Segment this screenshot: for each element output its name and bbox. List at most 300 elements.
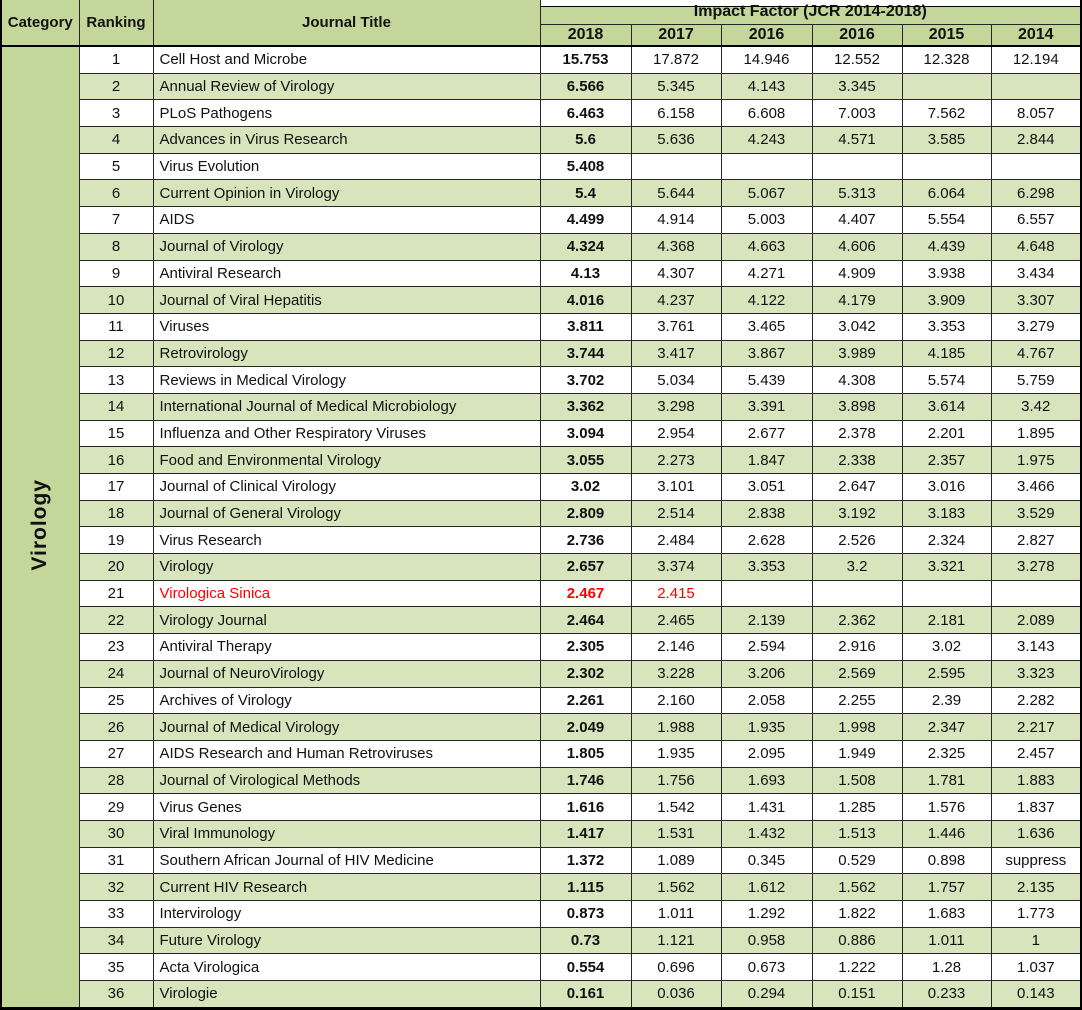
impact-factor-value-cell: 3.417 (631, 340, 721, 367)
impact-factor-value-cell: 3.192 (812, 500, 902, 527)
table-row (1, 820, 1081, 847)
impact-factor-value-cell: 6.557 (991, 207, 1081, 234)
table-row (1, 100, 1081, 127)
year-header-2018: 2018 (540, 24, 631, 46)
impact-factor-value-cell: 2.095 (721, 740, 812, 767)
impact-factor-value-cell (991, 153, 1081, 180)
table-row (1, 554, 1081, 581)
impact-factor-value-cell: 2.569 (812, 660, 902, 687)
impact-factor-value-cell: 1.616 (540, 794, 631, 821)
rank-cell: 2 (79, 73, 153, 100)
table-row (1, 153, 1081, 180)
impact-factor-value-cell: 4.324 (540, 233, 631, 260)
impact-factor-value-cell: 3.811 (540, 313, 631, 340)
impact-factor-value-cell: 2.595 (902, 660, 991, 687)
impact-factor-value-cell: 3.055 (540, 447, 631, 474)
journal-title-cell: Journal of Clinical Virology (153, 474, 540, 501)
impact-factor-value-cell: 5.313 (812, 180, 902, 207)
impact-factor-value-cell: 4.909 (812, 260, 902, 287)
impact-factor-value-cell: 1.508 (812, 767, 902, 794)
impact-factor-value-cell: 0.529 (812, 847, 902, 874)
impact-factor-value-cell: 3.02 (540, 474, 631, 501)
rank-cell: 20 (79, 554, 153, 581)
rank-cell: 34 (79, 927, 153, 954)
impact-factor-value-cell: 0.73 (540, 927, 631, 954)
impact-factor-value-cell: 6.298 (991, 180, 1081, 207)
impact-factor-value-cell: 2.464 (540, 607, 631, 634)
impact-factor-value-cell: 0.294 (721, 981, 812, 1009)
impact-factor-value-cell: 1.895 (991, 420, 1081, 447)
table-row (1, 794, 1081, 821)
impact-factor-value-cell (812, 153, 902, 180)
impact-factor-value-cell (991, 73, 1081, 100)
table-row (1, 73, 1081, 100)
table-row (1, 901, 1081, 928)
impact-factor-value-cell: 2.049 (540, 714, 631, 741)
impact-factor-value-cell: 1.612 (721, 874, 812, 901)
impact-factor-value-cell: 3.228 (631, 660, 721, 687)
impact-factor-value-cell: 4.663 (721, 233, 812, 260)
impact-factor-value-cell: 12.552 (812, 46, 902, 73)
year-header-2014: 2014 (991, 24, 1081, 46)
impact-factor-value-cell: 2.325 (902, 740, 991, 767)
impact-factor-value-cell: 1.562 (631, 874, 721, 901)
table-row (1, 180, 1081, 207)
impact-factor-value-cell: 5.644 (631, 180, 721, 207)
impact-factor-value-cell: 4.185 (902, 340, 991, 367)
impact-factor-value-cell: 3.466 (991, 474, 1081, 501)
impact-factor-value-cell: 3.2 (812, 554, 902, 581)
table-row (1, 607, 1081, 634)
journal-title-cell: Journal of Virological Methods (153, 767, 540, 794)
impact-factor-value-cell: 5.574 (902, 367, 991, 394)
impact-factor-value-cell: 2.844 (991, 127, 1081, 154)
journal-title-cell: Southern African Journal of HIV Medicine (153, 847, 540, 874)
impact-factor-value-cell: 4.308 (812, 367, 902, 394)
impact-factor-value-cell: 14.946 (721, 46, 812, 73)
impact-factor-value-cell: 1.975 (991, 447, 1081, 474)
impact-factor-value-cell: 5.003 (721, 207, 812, 234)
impact-factor-value-cell: 1.542 (631, 794, 721, 821)
journal-title-cell: Virologie (153, 981, 540, 1009)
table-row (1, 767, 1081, 794)
impact-factor-value-cell: 4.143 (721, 73, 812, 100)
journal-title-cell: Food and Environmental Virology (153, 447, 540, 474)
table-row (1, 687, 1081, 714)
impact-factor-value-cell: 2.305 (540, 634, 631, 661)
journal-title-cell: Journal of Medical Virology (153, 714, 540, 741)
impact-factor-value-cell: 4.571 (812, 127, 902, 154)
impact-factor-value-cell: 3.374 (631, 554, 721, 581)
impact-factor-value-cell: 4.122 (721, 287, 812, 314)
rank-cell: 5 (79, 153, 153, 180)
impact-factor-value-cell: 6.608 (721, 100, 812, 127)
impact-factor-value-cell (902, 73, 991, 100)
impact-factor-value-cell: 1.757 (902, 874, 991, 901)
impact-factor-value-cell: 1.883 (991, 767, 1081, 794)
rank-cell: 31 (79, 847, 153, 874)
table-row (1, 740, 1081, 767)
impact-factor-value-cell (902, 580, 991, 607)
impact-factor-value-cell: 1.693 (721, 767, 812, 794)
impact-factor-value-cell: 1.28 (902, 954, 991, 981)
header-row-group (1, 0, 1081, 24)
impact-factor-value-cell: 1.285 (812, 794, 902, 821)
impact-factor-value-cell: 2.089 (991, 607, 1081, 634)
rank-cell: 33 (79, 901, 153, 928)
impact-factor-value-cell: 3.143 (991, 634, 1081, 661)
table-row (1, 954, 1081, 981)
impact-factor-value-cell: 1.756 (631, 767, 721, 794)
impact-factor-value-cell: 1.431 (721, 794, 812, 821)
rank-cell: 18 (79, 500, 153, 527)
impact-factor-value-cell: 0.696 (631, 954, 721, 981)
year-header-2016b: 2016 (812, 24, 902, 46)
impact-factor-value-cell: 3.016 (902, 474, 991, 501)
impact-factor-value-cell: 5.439 (721, 367, 812, 394)
impact-factor-value-cell: 3.867 (721, 340, 812, 367)
table-row (1, 634, 1081, 661)
impact-factor-value-cell: 1.576 (902, 794, 991, 821)
impact-factor-value-cell: 0.233 (902, 981, 991, 1009)
journal-title-cell: Intervirology (153, 901, 540, 928)
impact-factor-value-cell: 3.323 (991, 660, 1081, 687)
journal-title-cell: Viruses (153, 313, 540, 340)
impact-factor-value-cell: 2.526 (812, 527, 902, 554)
impact-factor-value-cell: 3.362 (540, 393, 631, 420)
impact-factor-value-cell: 3.279 (991, 313, 1081, 340)
table-row (1, 847, 1081, 874)
impact-factor-value-cell: 3.585 (902, 127, 991, 154)
journal-title-cell: Annual Review of Virology (153, 73, 540, 100)
impact-factor-value-cell: 1 (991, 927, 1081, 954)
impact-factor-value-cell: 1.417 (540, 820, 631, 847)
rank-cell: 11 (79, 313, 153, 340)
rank-cell: 24 (79, 660, 153, 687)
impact-factor-value-cell: 3.761 (631, 313, 721, 340)
impact-factor-value-cell: 5.034 (631, 367, 721, 394)
impact-factor-value-cell: 2.657 (540, 554, 631, 581)
table-row (1, 393, 1081, 420)
journal-title-cell: Advances in Virus Research (153, 127, 540, 154)
rank-cell: 30 (79, 820, 153, 847)
impact-factor-value-cell: 2.347 (902, 714, 991, 741)
impact-factor-value-cell: 6.463 (540, 100, 631, 127)
journal-title-cell: PLoS Pathogens (153, 100, 540, 127)
impact-factor-value-cell: 4.243 (721, 127, 812, 154)
impact-factor-value-cell: 4.499 (540, 207, 631, 234)
impact-factor-value-cell: 6.064 (902, 180, 991, 207)
impact-factor-value-cell: 1.636 (991, 820, 1081, 847)
impact-factor-value-cell: suppress (991, 847, 1081, 874)
rank-cell: 36 (79, 981, 153, 1009)
rank-cell: 12 (79, 340, 153, 367)
journal-title-column-header: Journal Title (153, 0, 540, 46)
impact-factor-value-cell: 4.307 (631, 260, 721, 287)
rank-cell: 28 (79, 767, 153, 794)
impact-factor-value-cell: 2.465 (631, 607, 721, 634)
rank-cell: 15 (79, 420, 153, 447)
impact-factor-value-cell: 7.003 (812, 100, 902, 127)
table-row (1, 500, 1081, 527)
category-cell (1, 46, 79, 1008)
rank-cell: 22 (79, 607, 153, 634)
impact-factor-value-cell: 2.954 (631, 420, 721, 447)
impact-factor-value-cell: 1.372 (540, 847, 631, 874)
table-row (1, 420, 1081, 447)
table-header (1, 0, 1081, 46)
rank-cell: 3 (79, 100, 153, 127)
impact-factor-value-cell: 1.121 (631, 927, 721, 954)
table-row (1, 127, 1081, 154)
impact-factor-value-cell: 2.261 (540, 687, 631, 714)
impact-factor-value-cell: 6.158 (631, 100, 721, 127)
impact-factor-value-cell: 1.446 (902, 820, 991, 847)
impact-factor-value-cell: 2.282 (991, 687, 1081, 714)
impact-factor-value-cell: 3.206 (721, 660, 812, 687)
impact-factor-value-cell: 1.513 (812, 820, 902, 847)
impact-factor-value-cell: 2.628 (721, 527, 812, 554)
impact-factor-value-cell: 1.531 (631, 820, 721, 847)
impact-factor-value-cell: 2.201 (902, 420, 991, 447)
impact-factor-value-cell: 3.614 (902, 393, 991, 420)
impact-factor-value-cell: 3.298 (631, 393, 721, 420)
journal-title-cell: Viral Immunology (153, 820, 540, 847)
impact-factor-value-cell: 3.702 (540, 367, 631, 394)
impact-factor-value-cell: 3.353 (902, 313, 991, 340)
impact-factor-value-cell: 0.036 (631, 981, 721, 1009)
impact-factor-value-cell: 3.051 (721, 474, 812, 501)
journal-title-cell: Reviews in Medical Virology (153, 367, 540, 394)
year-header-2016a: 2016 (721, 24, 812, 46)
impact-factor-value-cell: 0.886 (812, 927, 902, 954)
impact-factor-value-cell: 8.057 (991, 100, 1081, 127)
rank-cell: 35 (79, 954, 153, 981)
journal-title-cell: Virologica Sinica (153, 580, 540, 607)
impact-factor-value-cell (902, 153, 991, 180)
table-row (1, 46, 1081, 73)
impact-factor-value-cell: 0.554 (540, 954, 631, 981)
impact-factor-value-cell: 3.989 (812, 340, 902, 367)
impact-factor-value-cell: 2.827 (991, 527, 1081, 554)
impact-factor-value-cell: 3.183 (902, 500, 991, 527)
impact-factor-value-cell: 2.362 (812, 607, 902, 634)
impact-factor-value-cell: 4.13 (540, 260, 631, 287)
impact-factor-value-cell: 1.949 (812, 740, 902, 767)
rank-cell: 27 (79, 740, 153, 767)
impact-factor-value-cell: 3.391 (721, 393, 812, 420)
impact-factor-value-cell: 17.872 (631, 46, 721, 73)
impact-factor-value-cell: 1.837 (991, 794, 1081, 821)
impact-factor-value-cell: 2.594 (721, 634, 812, 661)
impact-factor-value-cell (631, 153, 721, 180)
impact-factor-value-cell: 2.467 (540, 580, 631, 607)
journal-title-cell: AIDS (153, 207, 540, 234)
journal-title-cell: Antiviral Research (153, 260, 540, 287)
rank-cell: 8 (79, 233, 153, 260)
rank-cell: 17 (79, 474, 153, 501)
impact-factor-value-cell: 2.838 (721, 500, 812, 527)
rank-cell: 10 (79, 287, 153, 314)
impact-factor-value-cell: 3.465 (721, 313, 812, 340)
rank-cell: 7 (79, 207, 153, 234)
journal-title-cell: Virology Journal (153, 607, 540, 634)
journal-title-cell: Influenza and Other Respiratory Viruses (153, 420, 540, 447)
table-row (1, 287, 1081, 314)
impact-factor-value-cell: 0.873 (540, 901, 631, 928)
impact-factor-value-cell: 2.146 (631, 634, 721, 661)
rank-cell: 13 (79, 367, 153, 394)
impact-factor-value-cell: 3.938 (902, 260, 991, 287)
impact-factor-value-cell: 1.562 (812, 874, 902, 901)
impact-factor-value-cell: 3.744 (540, 340, 631, 367)
impact-factor-value-cell: 5.636 (631, 127, 721, 154)
table-row (1, 580, 1081, 607)
impact-factor-value-cell: 2.160 (631, 687, 721, 714)
rank-cell: 29 (79, 794, 153, 821)
journal-title-cell: Current HIV Research (153, 874, 540, 901)
impact-factor-value-cell: 1.988 (631, 714, 721, 741)
impact-factor-value-cell: 2.39 (902, 687, 991, 714)
rank-cell: 6 (79, 180, 153, 207)
impact-factor-value-cell: 5.408 (540, 153, 631, 180)
table-row (1, 233, 1081, 260)
journal-title-cell: Cell Host and Microbe (153, 46, 540, 73)
journal-title-cell: Virology (153, 554, 540, 581)
impact-factor-value-cell: 3.02 (902, 634, 991, 661)
impact-factor-value-cell: 1.115 (540, 874, 631, 901)
impact-factor-value-cell: 4.439 (902, 233, 991, 260)
impact-factor-value-cell: 3.898 (812, 393, 902, 420)
journal-title-cell: Journal of Viral Hepatitis (153, 287, 540, 314)
impact-factor-value-cell: 5.4 (540, 180, 631, 207)
impact-factor-value-cell (721, 580, 812, 607)
impact-factor-value-cell: 4.648 (991, 233, 1081, 260)
journal-title-cell: Future Virology (153, 927, 540, 954)
impact-factor-value-cell: 3.307 (991, 287, 1081, 314)
rank-cell: 1 (79, 46, 153, 73)
rank-cell: 21 (79, 580, 153, 607)
impact-factor-value-cell (721, 153, 812, 180)
impact-factor-value-cell: 3.42 (991, 393, 1081, 420)
table-row (1, 313, 1081, 340)
impact-factor-value-cell: 12.328 (902, 46, 991, 73)
journal-title-cell: Archives of Virology (153, 687, 540, 714)
impact-factor-value-cell: 4.016 (540, 287, 631, 314)
impact-factor-value-cell: 0.151 (812, 981, 902, 1009)
impact-factor-value-cell: 2.058 (721, 687, 812, 714)
impact-factor-value-cell: 4.407 (812, 207, 902, 234)
category-virology-label: Virology (28, 479, 52, 571)
impact-factor-value-cell: 4.606 (812, 233, 902, 260)
journal-title-cell: Journal of NeuroVirology (153, 660, 540, 687)
table-row (1, 207, 1081, 234)
impact-factor-value-cell: 2.357 (902, 447, 991, 474)
impact-factor-value-cell: 2.415 (631, 580, 721, 607)
impact-factor-value-cell: 4.914 (631, 207, 721, 234)
table-row (1, 447, 1081, 474)
impact-factor-value-cell: 1.822 (812, 901, 902, 928)
table-row (1, 340, 1081, 367)
impact-factor-value-cell: 2.457 (991, 740, 1081, 767)
table-row (1, 874, 1081, 901)
journal-title-cell: Virus Evolution (153, 153, 540, 180)
impact-factor-value-cell: 1.011 (902, 927, 991, 954)
impact-factor-value-cell: 0.958 (721, 927, 812, 954)
impact-factor-value-cell: 1.746 (540, 767, 631, 794)
impact-factor-value-cell: 2.217 (991, 714, 1081, 741)
impact-factor-value-cell: 1.037 (991, 954, 1081, 981)
impact-factor-value-cell: 5.759 (991, 367, 1081, 394)
impact-factor-value-cell: 3.909 (902, 287, 991, 314)
impact-factor-value-cell: 1.011 (631, 901, 721, 928)
journal-title-cell: AIDS Research and Human Retroviruses (153, 740, 540, 767)
impact-factor-value-cell: 1.781 (902, 767, 991, 794)
impact-factor-value-cell: 1.935 (721, 714, 812, 741)
rank-cell: 25 (79, 687, 153, 714)
impact-factor-value-cell: 15.753 (540, 46, 631, 73)
impact-factor-value-cell: 3.042 (812, 313, 902, 340)
table-row (1, 981, 1081, 1009)
impact-factor-value-cell: 5.554 (902, 207, 991, 234)
impact-factor-value-cell: 5.345 (631, 73, 721, 100)
ranking-column-header: Ranking (79, 0, 153, 46)
impact-factor-value-cell: 2.273 (631, 447, 721, 474)
journal-title-cell: Current Opinion in Virology (153, 180, 540, 207)
table-row (1, 367, 1081, 394)
year-header-2017: 2017 (631, 24, 721, 46)
impact-factor-value-cell: 0.143 (991, 981, 1081, 1009)
impact-factor-value-cell: 4.271 (721, 260, 812, 287)
journal-title-cell: Journal of General Virology (153, 500, 540, 527)
impact-factor-value-cell: 2.677 (721, 420, 812, 447)
impact-factor-value-cell: 3.101 (631, 474, 721, 501)
journal-title-cell: Retrovirology (153, 340, 540, 367)
table-row (1, 474, 1081, 501)
impact-factor-value-cell (812, 580, 902, 607)
impact-factor-value-cell: 1.935 (631, 740, 721, 767)
impact-factor-value-cell: 3.278 (991, 554, 1081, 581)
table-body (1, 46, 1081, 1008)
journal-title-cell: Acta Virologica (153, 954, 540, 981)
impact-factor-value-cell: 0.161 (540, 981, 631, 1009)
impact-factor-value-cell: 3.321 (902, 554, 991, 581)
impact-factor-value-cell: 2.916 (812, 634, 902, 661)
rank-cell: 26 (79, 714, 153, 741)
impact-factor-value-cell: 2.255 (812, 687, 902, 714)
impact-factor-value-cell: 2.484 (631, 527, 721, 554)
rank-cell: 19 (79, 527, 153, 554)
impact-factor-value-cell: 3.094 (540, 420, 631, 447)
impact-factor-value-cell: 1.432 (721, 820, 812, 847)
rank-cell: 16 (79, 447, 153, 474)
impact-factor-value-cell: 1.773 (991, 901, 1081, 928)
impact-factor-value-cell: 2.135 (991, 874, 1081, 901)
journal-title-cell: Virus Genes (153, 794, 540, 821)
impact-factor-value-cell: 0.673 (721, 954, 812, 981)
impact-factor-value-cell: 0.898 (902, 847, 991, 874)
impact-factor-value-cell: 4.179 (812, 287, 902, 314)
journal-title-cell: Antiviral Therapy (153, 634, 540, 661)
year-header-2015: 2015 (902, 24, 991, 46)
impact-factor-value-cell: 4.237 (631, 287, 721, 314)
journal-title-cell: International Journal of Medical Microbiology (153, 393, 540, 420)
impact-factor-value-cell: 1.847 (721, 447, 812, 474)
impact-factor-value-cell: 5.6 (540, 127, 631, 154)
rank-cell: 23 (79, 634, 153, 661)
impact-factor-value-cell: 1.292 (721, 901, 812, 928)
rank-cell: 32 (79, 874, 153, 901)
